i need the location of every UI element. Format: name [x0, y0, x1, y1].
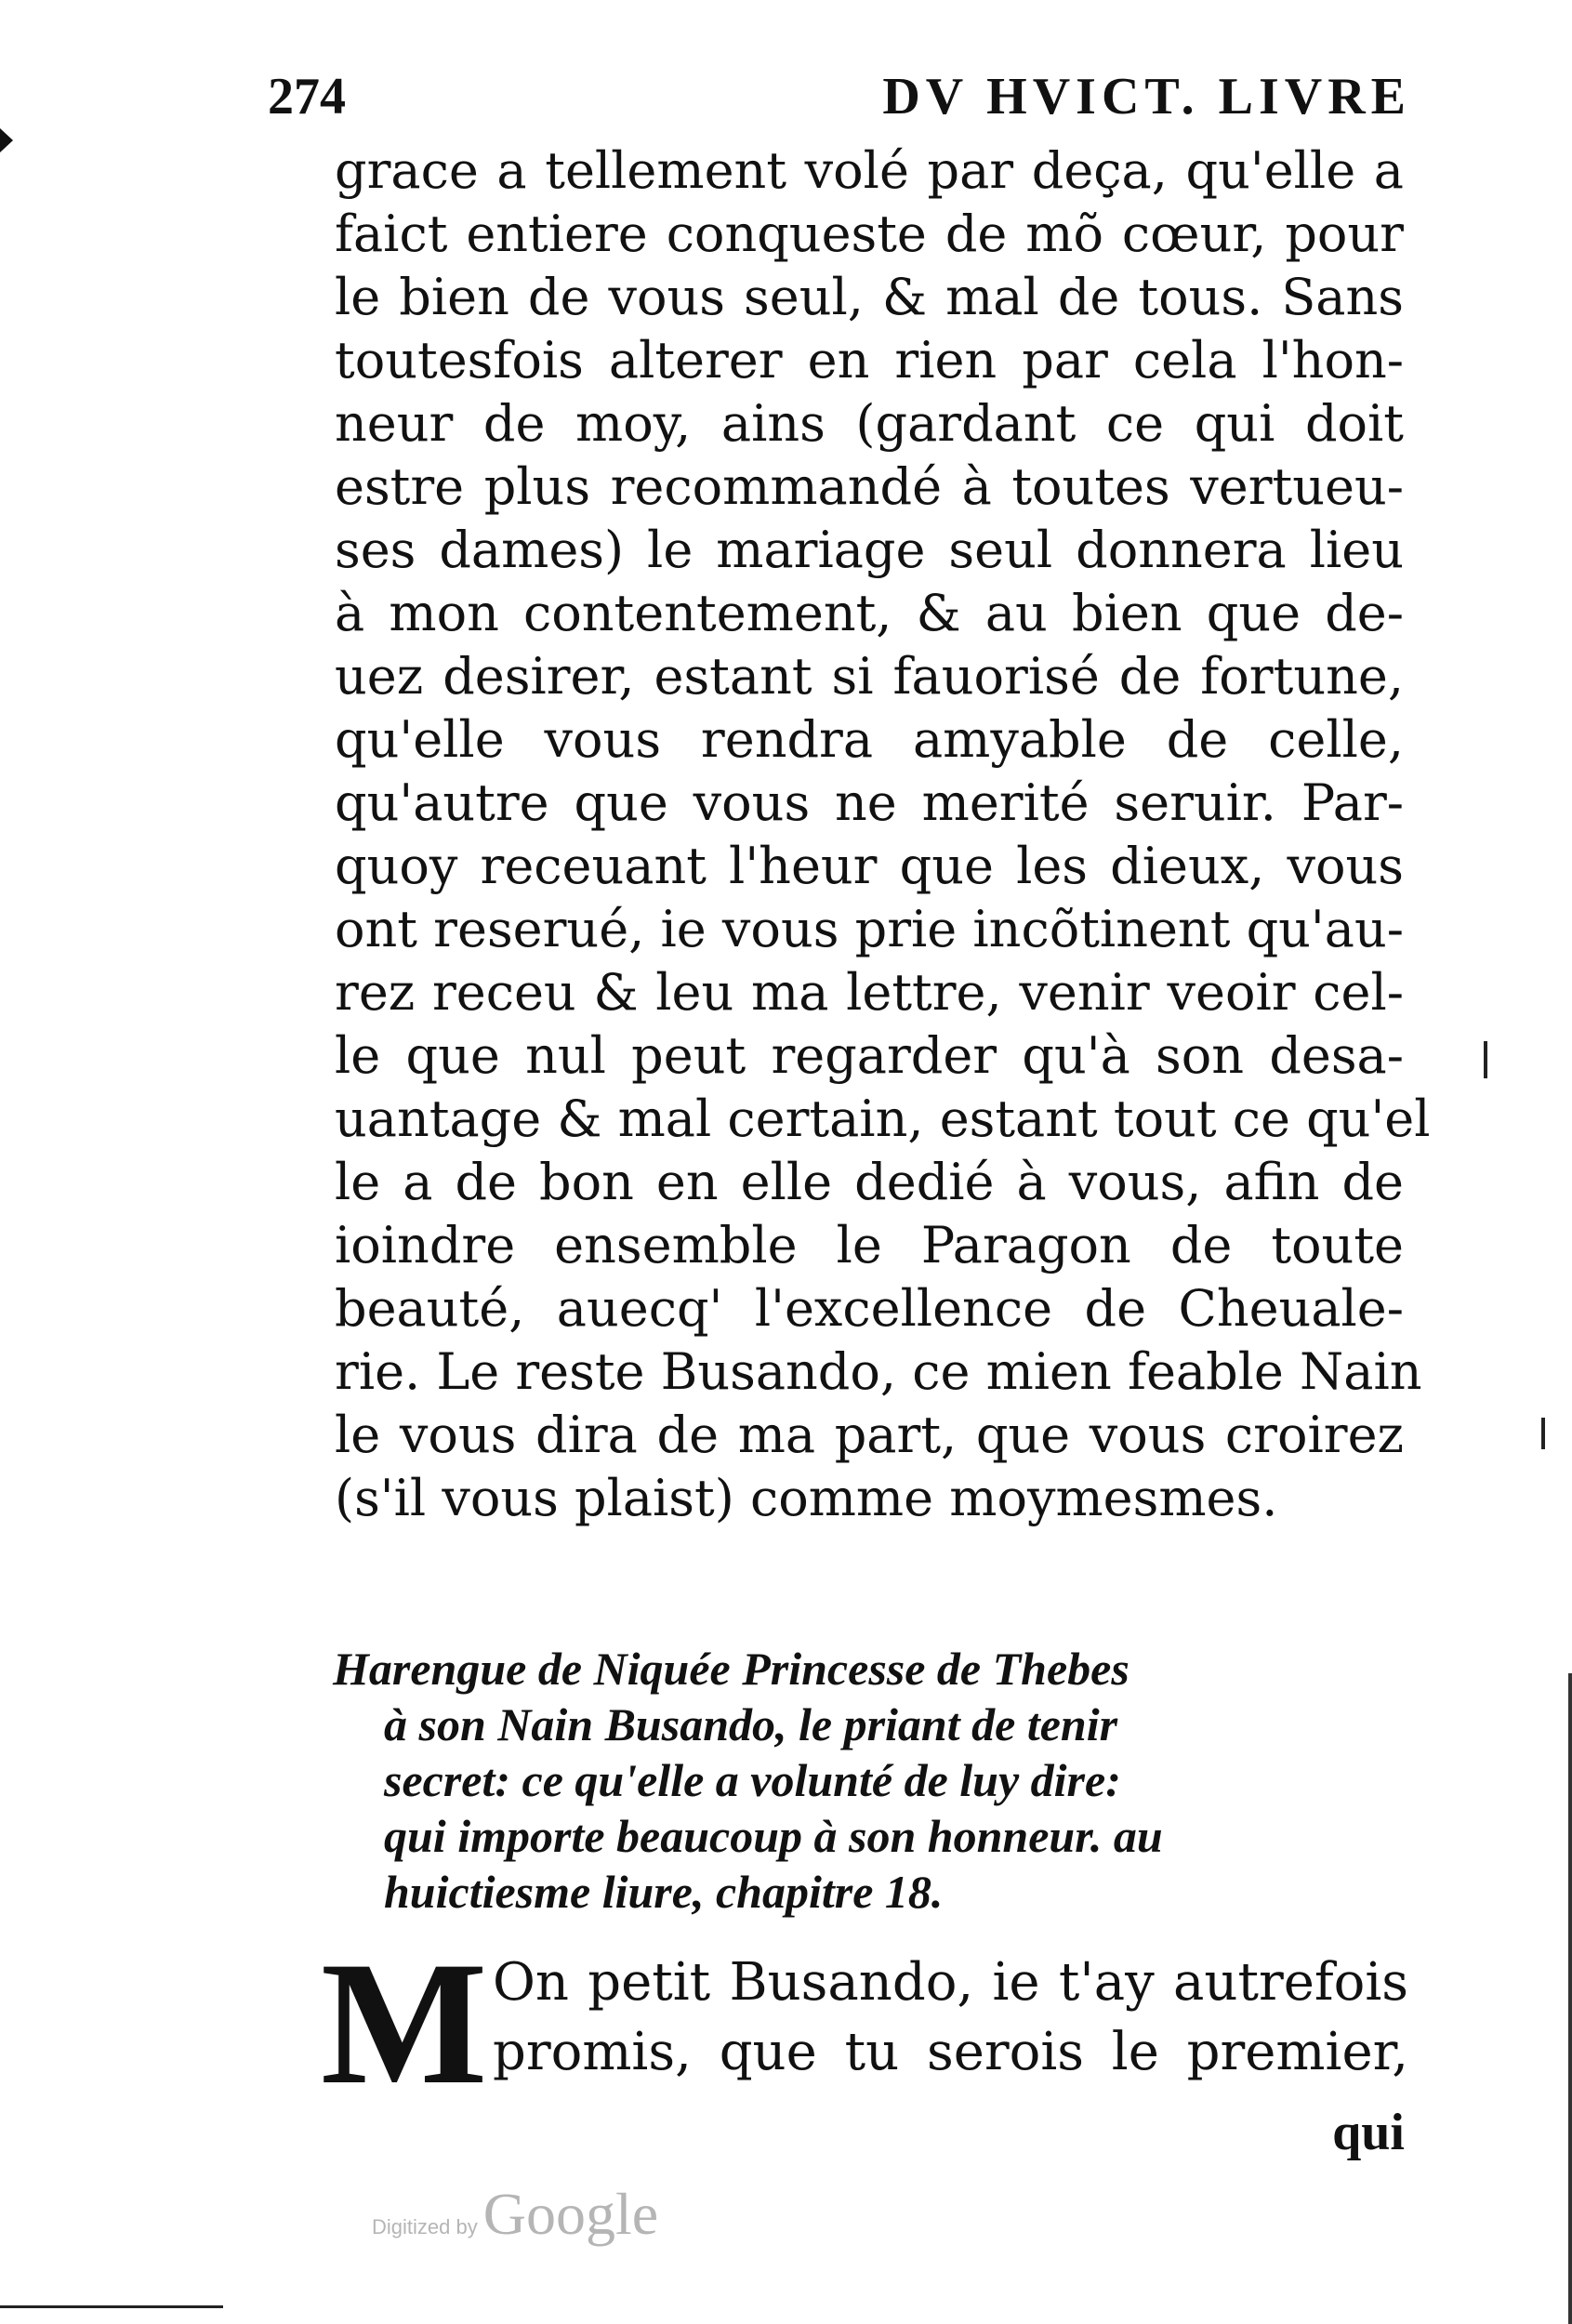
text-line: faict entiere conqueste de mõ cœur, pour — [335, 205, 1404, 263]
text-line: le que nul peut regarder qu'à son desa- — [335, 1026, 1404, 1085]
drop-cap: M — [321, 1926, 488, 2121]
text-line: toutesfois alterer en rien par cela l'hon- — [335, 331, 1404, 390]
opening-paragraph — [321, 1926, 1408, 2121]
text-line: qu'autre que vous ne merité seruir. Par- — [335, 773, 1404, 832]
catchword: qui — [1332, 2104, 1405, 2161]
text-line: uantage & mal certain, estant tout ce qu'el — [335, 1089, 1431, 1148]
text-line: rez receu & leu ma lettre, venir veoir cel- — [335, 963, 1404, 1022]
section-heading — [333, 1641, 1411, 1920]
text-line: promis, que tu serois le premier, — [493, 2022, 1408, 2082]
text-line: le bien de vous seul, & mal de tous. Sans — [335, 268, 1404, 326]
text-line: ont reserué, ie vous prie incõtinent qu'au- — [335, 900, 1404, 958]
text-line: estre plus recommandé à toutes vertueu- — [335, 457, 1404, 516]
text-line: On petit Busando, ie t'ay autrefois — [493, 1952, 1408, 2013]
heading-line: huictiesme liure, chapitre 18. — [384, 1866, 944, 1918]
watermark-prefix: Digitized by — [372, 2215, 478, 2238]
text-line: ses dames) le mariage seul donnera lieu — [335, 521, 1404, 579]
text-line: grace a tellement volé par deça, qu'elle a — [335, 141, 1404, 200]
body-text — [335, 139, 1431, 1530]
bottom-rule — [0, 2305, 223, 2308]
text-line: ioindre ensemble le Paragon de toute — [335, 1216, 1404, 1274]
text-line: à mon contentement, & au bien que de- — [335, 584, 1404, 642]
margin-mark — [0, 128, 13, 152]
page-edge — [1568, 1673, 1572, 2324]
digitized-watermark — [372, 2180, 658, 2249]
text-line: uez desirer, estant si fauorisé de fortune, — [335, 647, 1404, 706]
heading-line: Harengue de Niquée Princesse de Thebes — [333, 1643, 1129, 1695]
heading-line: qui importe beaucoup à son honneur. au — [384, 1810, 1163, 1862]
text-line: le vous dira de ma part, que vous croirez — [335, 1406, 1404, 1464]
text-line: qu'elle vous rendra amyable de celle, — [335, 710, 1404, 769]
text-line: (s'il vous plaist) comme moymesmes. — [335, 1469, 1278, 1527]
running-title: DV HVICT. LIVRE — [882, 68, 1411, 125]
text-line: neur de moy, ains (gardant ce qui doit — [335, 394, 1404, 453]
heading-line: secret: ce qu'elle a volunté de luy dire: — [384, 1754, 1121, 1806]
page-number: 274 — [268, 68, 346, 125]
text-line: quoy receuant l'heur que les dieux, vous — [335, 837, 1404, 895]
margin-tick — [1484, 1041, 1487, 1078]
google-logo: Google — [482, 2181, 659, 2247]
text-line: le a de bon en elle dedié à vous, afin de — [335, 1153, 1404, 1211]
margin-tick — [1541, 1418, 1545, 1449]
text-line: rie. Le reste Busando, ce mien feable Nain — [335, 1342, 1422, 1401]
running-header — [268, 67, 1411, 132]
text-line: beauté, auecq' l'excellence de Cheuale- — [335, 1279, 1404, 1338]
heading-line: à son Nain Busando, le priant de tenir — [384, 1698, 1118, 1750]
